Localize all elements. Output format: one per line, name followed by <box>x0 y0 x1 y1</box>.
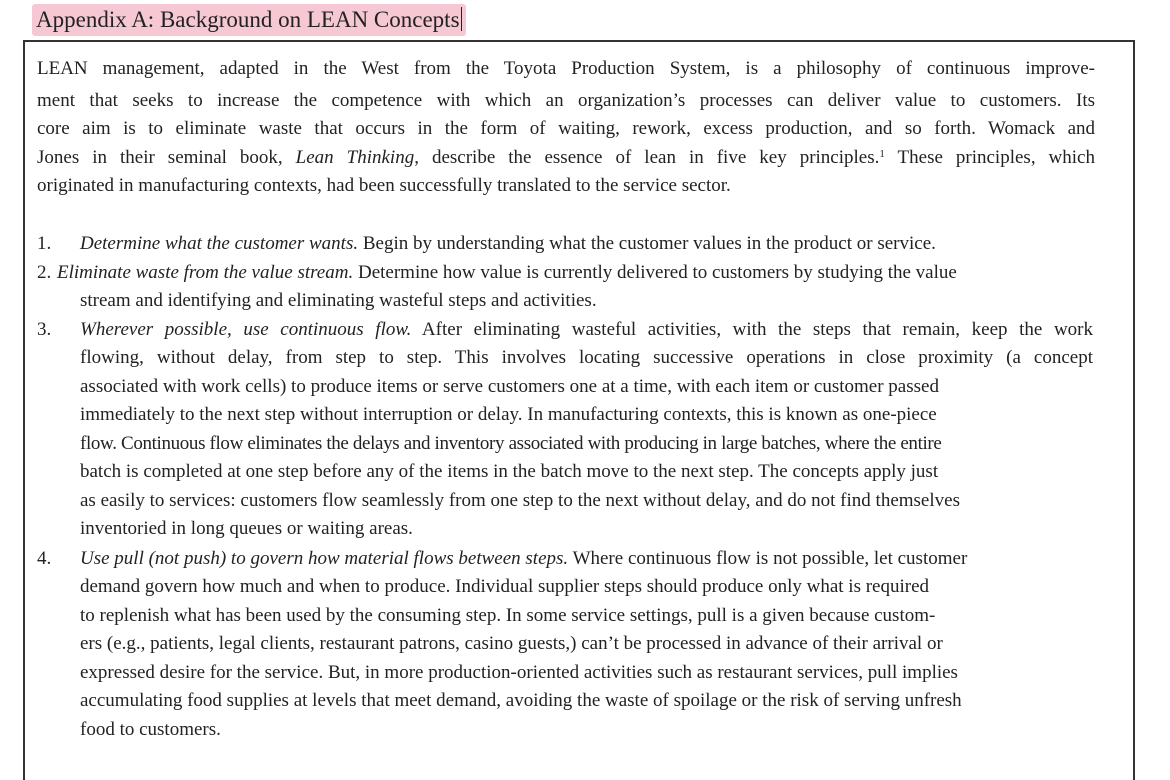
intro-text: , describe the essence of lean in five key principles. <box>414 147 880 168</box>
item-number: 4. <box>37 548 52 569</box>
item-line: flowing, without delay, from step to step. This involves locating successive operations in close proximity (a concept <box>80 347 1093 368</box>
intro-line: core aim is to eliminate waste that occurs in the form of waiting, rework, excess production, and so forth. Womack and <box>37 118 1095 139</box>
item-line: to replenish what has been used by the consuming step. In some service settings, pull is a given because custom- <box>80 605 936 626</box>
intro-line: originated in manufacturing contexts, had been successfully translated to the service sector. <box>37 175 731 196</box>
item-title: Eliminate waste from the value stream. <box>57 262 354 283</box>
item-line <box>57 262 957 284</box>
item-text: Determine how value is currently delivered to customers by studying the value <box>353 262 957 283</box>
item-line: flow. Continuous flow eliminates the delays and inventory associated with producing in large batches, where the entire <box>80 433 942 454</box>
item-text: Begin by understanding what the customer values in the product or service. <box>358 233 936 254</box>
item-title: Wherever possible, use continuous flow. <box>80 319 412 340</box>
item-number: 2. <box>37 262 52 283</box>
item-number: 1. <box>37 233 52 254</box>
intro-line: ment that seeks to increase the competence with which an organization’s processes can deliver value to customers. Its <box>37 90 1095 111</box>
item-text: After eliminating wasteful activities, with the steps that remain, keep the work <box>411 319 1093 340</box>
item-line: associated with work cells) to produce items or serve customers one at a time, with each item or customer passed <box>80 376 939 397</box>
item-line <box>80 233 936 255</box>
item-title: Use pull (not push) to govern how material flows between steps. <box>80 548 569 569</box>
item-line: expressed desire for the service. But, in more production-oriented activities such as restaurant services, pull implies <box>80 662 958 683</box>
item-line: demand govern how much and when to produce. Individual supplier steps should produce only what is required <box>80 576 930 597</box>
intro-text: These principles, which <box>884 147 1095 168</box>
footnote-marker[interactable]: 1 <box>879 148 885 160</box>
item-line: accumulating food supplies at levels that meet demand, avoiding the waste of spoilage or the risk of serving unfresh <box>80 690 962 711</box>
item-line: batch is completed at one step before any of the items in the batch move to the next step. The concepts apply just <box>80 461 939 482</box>
appendix-heading-text: Appendix A: Background on LEAN Concepts <box>36 7 460 32</box>
intro-line <box>37 147 1095 169</box>
item-number: 3. <box>37 319 52 340</box>
item-line <box>80 548 967 570</box>
item-line: immediately to the next step without interruption or delay. In manufacturing contexts, this is known as one-piece <box>80 404 937 425</box>
item-title: Determine what the customer wants. <box>80 233 359 254</box>
appendix-heading <box>32 4 466 36</box>
item-line: food to customers. <box>80 719 221 740</box>
item-line: stream and identifying and eliminating wasteful steps and activities. <box>80 290 597 311</box>
item-line: ers (e.g., patients, legal clients, restaurant patrons, casino guests,) can’t be processed in advance of their arrival or <box>80 633 943 654</box>
item-line <box>80 319 1093 341</box>
book-title: Lean Thinking <box>295 147 415 168</box>
item-line: as easily to services: customers flow seamlessly from one step to the next without delay, and do not find themselves <box>80 490 960 511</box>
text-cursor <box>461 7 462 31</box>
item-line: inventoried in long queues or waiting areas. <box>80 518 413 539</box>
intro-line: LEAN management, adapted in the West from the Toyota Production System, is a philosophy of continuous improve- <box>37 58 1095 79</box>
intro-text: Jones in their seminal book, <box>37 147 296 168</box>
item-text: Where continuous flow is not possible, let customer <box>568 548 968 569</box>
